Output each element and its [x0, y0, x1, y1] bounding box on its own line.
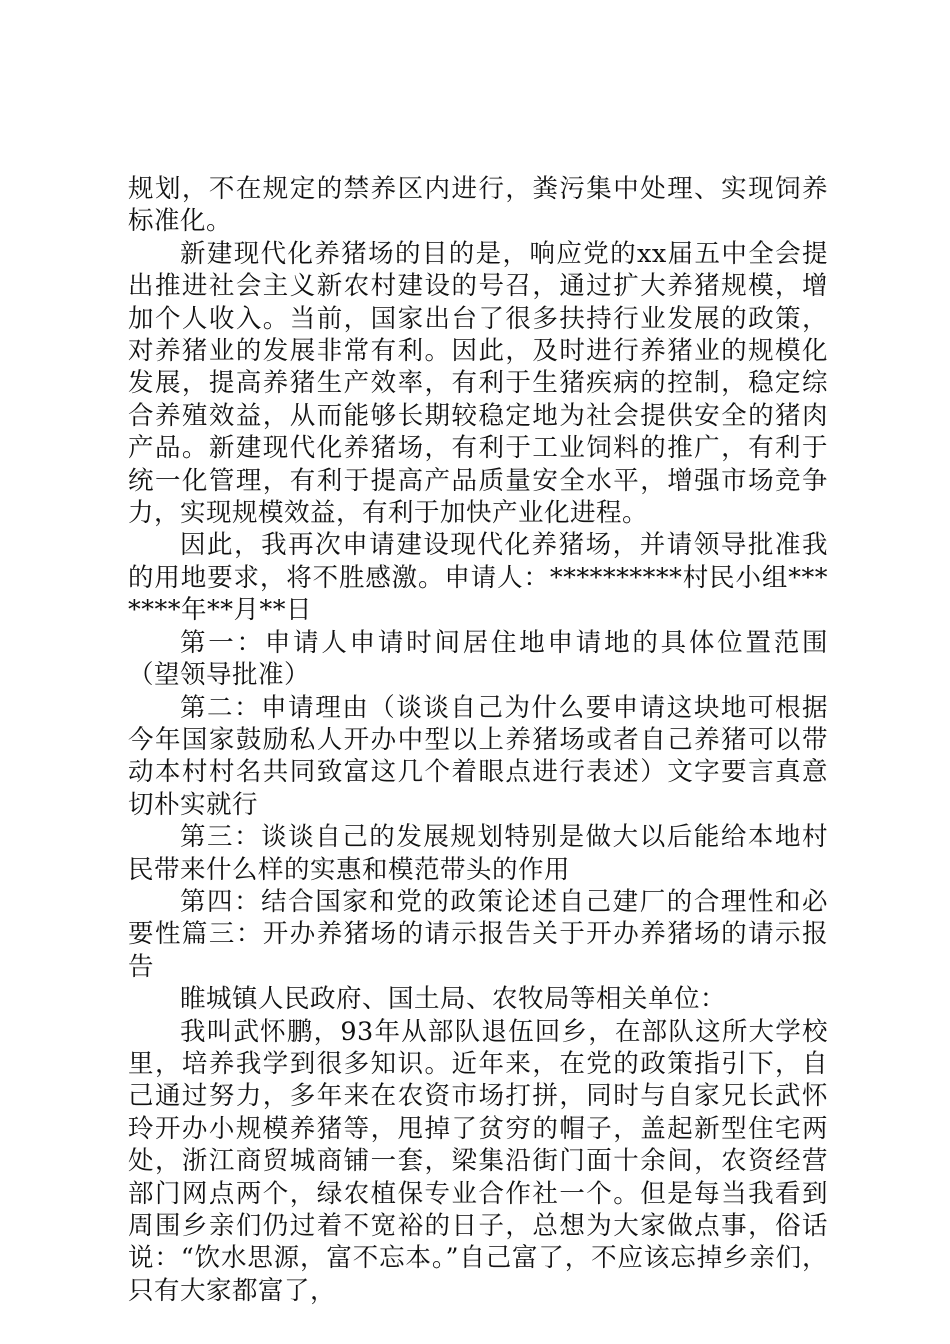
paragraph-planning-continuation: 规划，不在规定的禁养区内进行，粪污集中处理、实现饲养标准化。 [128, 174, 828, 237]
paragraph-point-four-title: 第四：结合国家和党的政策论述自己建厂的合理性和必要性篇三：开办养猪场的请示报告关于开办养猪场的请示报告 [128, 886, 828, 982]
paragraph-purpose: 新建现代化养猪场的目的是，响应党的xx届五中全会提出推进社会主义新农村建设的号召，通过扩大养猪规模，增加个人收入。当前，国家出台了很多扶持行业发展的政策，对养猪业的发展非常有利。因此，及时进行养猪业的规模化发展，提高养猪生产效率，有利于生猪疾病的控制，稳定综合养殖效益，从而能够长期较稳定地为社会提供安全的猪肉产品。新建现代化养猪场，有利于工业饲料的推广，有利于统一化管理，有利于提高产品质量安全水平，增强市场竞争力，实现规模效益，有利于加快产业化进程。 [128, 238, 828, 529]
paragraph-point-three: 第三：谈谈自己的发展规划特别是做大以后能给本地村民带来什么样的实惠和模范带头的作用 [128, 822, 828, 885]
paragraph-request-signature: 因此，我再次申请建设现代化养猪场，并请领导批准我的用地要求，将不胜感激。申请人：**********村民小组*******年**月**日 [128, 530, 828, 626]
paragraph-point-one: 第一：申请人申请时间居住地申请地的具体位置范围（望领导批准） [128, 627, 828, 691]
paragraph-point-two: 第二：申请理由（谈谈自己为什么要申请这块地可根据今年国家鼓励私人开办中型以上养猪场或者自己养猪可以带动本村村名共同致富这几个着眼点进行表述）文字要言真意切朴实就行 [128, 692, 828, 820]
paragraph-applicant-intro: 我叫武怀鹏，93年从部队退伍回乡，在部队这所大学校里，培养我学到很多知识。近年来，在党的政策指引下，自己通过努力，多年来在农资市场打拼，同时与自家兄长武怀玲开办小规模养猪等，甩掉了贫穷的帽子，盖起新型住宅两处，浙江商贸城商铺一套，梁集沿街门面十余间，农资经营部门网点两个，绿农植保专业合作社一个。但是每当我看到周围乡亲们仍过着不宽裕的日子，总想为大家做点事，俗话说：“饮水思源，富不忘本。”自己富了，不应该忘掉乡亲们，只有大家都富了， [128, 1016, 828, 1306]
document-body [128, 173, 828, 1307]
paragraph-addressee: 睢城镇人民政府、国土局、农牧局等相关单位： [180, 984, 727, 1015]
